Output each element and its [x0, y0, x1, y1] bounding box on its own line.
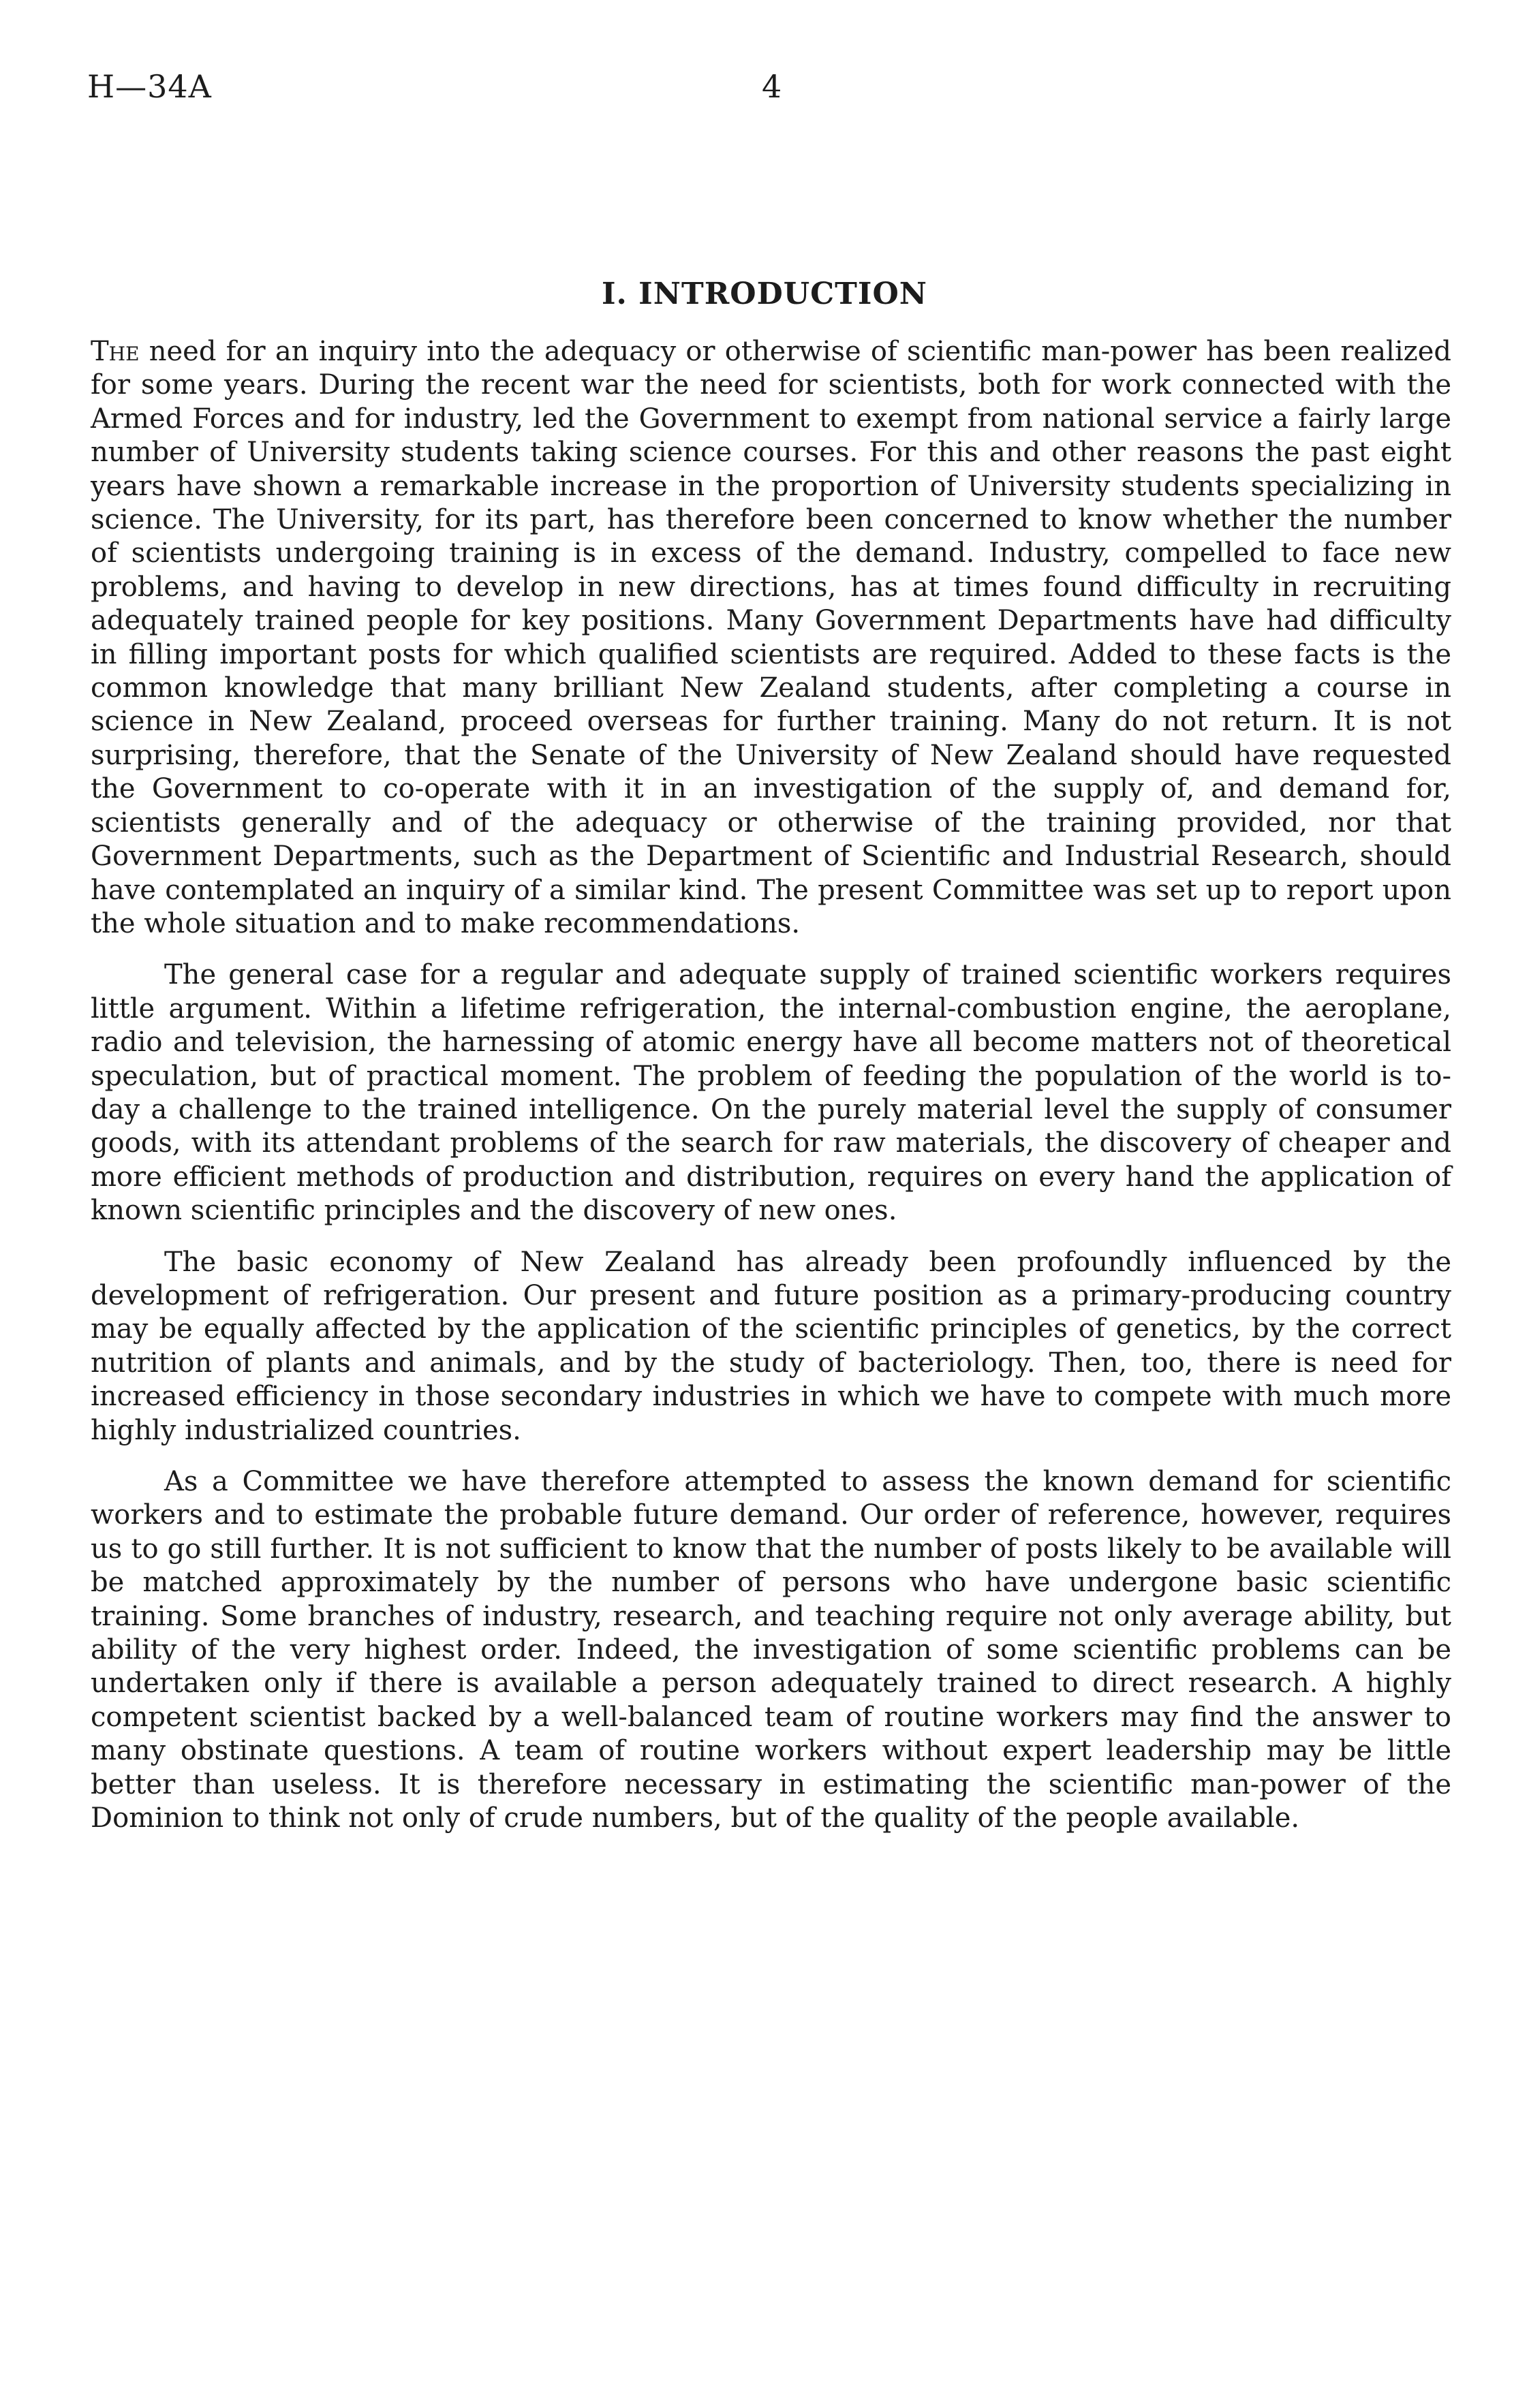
paragraph-4: As a Committee we have therefore attempted to assess the known demand for scientific workers and to estimate the probable future demand. Our order of reference, however, requires us to go still further. It is not sufficient to know that the number of posts likely to be available will be matched approximately by the number of persons who have undergone basic scientific training. Some branches of industry, research, and teaching require not only average ability, but ability of the very highest order. Indeed, the investigation of some scientific problems can be undertaken only if there is available a person adequately trained to direct research. A highly competent scientist backed by a well-balanced team of routine workers may find the answer to many obstinate questions. A team of routine workers without expert leadership may be little better than useless. It is therefore necessary in estimating the scientific man-power of the Dominion to think not only of crude numbers, but of the quality of the people available. [91, 1466, 1451, 1834]
paragraph-1-lead: The [91, 336, 140, 367]
paragraph-1-text: need for an inquiry into the adequacy or otherwise of scientific man-power has been realized for some years. During the recent war the need for scientists, both for work connected with the Armed Forces and for industry, led the Government to exempt from national service a fairly large number of University students taking science courses. For this and other reasons the past eight years have shown a remarkable increase in the proportion of University students specializing in science. The University, for its part, has therefore been concerned to know whether the number of scientists undergoing training is in excess of the demand. Industry, compelled to face new problems, and having to develop in new directions, has at times found difficulty in recruiting adequately trained people for key positions. Many Government Departments have had difficulty in filling important posts for which qualified scientists are required. Added to these facts is the common knowledge that many brilliant New Zealand students, after completing a course in science in New Zealand, proceed overseas for further training. Many do not return. It is not surprising, therefore, that the Senate of the University of New Zealand should have requested the Government to co-operate with it in an investigation of the supply of, and demand for, scientists generally and of the adequacy or otherwise of the training provided, nor that Government Departments, such as the Department of Scientific and Industrial Research, should have contemplated an inquiry of a similar kind. The present Committee was set up to report upon the whole situation and to make recommendations. [91, 336, 1451, 939]
page-number: 4 [762, 68, 782, 105]
section-heading: I. INTRODUCTION [601, 277, 928, 311]
body-text [91, 335, 1451, 1853]
document-reference: H—34A [87, 68, 212, 105]
paragraph-1 [91, 335, 1451, 941]
paragraph-3: The basic economy of New Zealand has already been profoundly influenced by the development of refrigeration. Our present and future position as a primary-producing country may be equally affected by the application of the scientific principles of genetics, by the correct nutrition of plants and animals, and by the study of bacteriology. Then, too, there is need for increased efficiency in those secondary industries in which we have to compete with much more highly industrialized countries. [91, 1246, 1451, 1446]
paragraph-2: The general case for a regular and adequate supply of trained scientific workers requires little argument. Within a lifetime refrigeration, the internal-combustion engine, the aeroplane, radio and television, the harnessing of atomic energy have all become matters not of theoretical speculation, but of practical moment. The problem of feeding the population of the world is to-day a challenge to the trained intelligence. On the purely material level the supply of consumer goods, with its attendant problems of the search for raw materials, the discovery of cheaper and more efficient methods of production and distribution, requires on every hand the application of known scientific principles and the discovery of new ones. [91, 959, 1451, 1227]
